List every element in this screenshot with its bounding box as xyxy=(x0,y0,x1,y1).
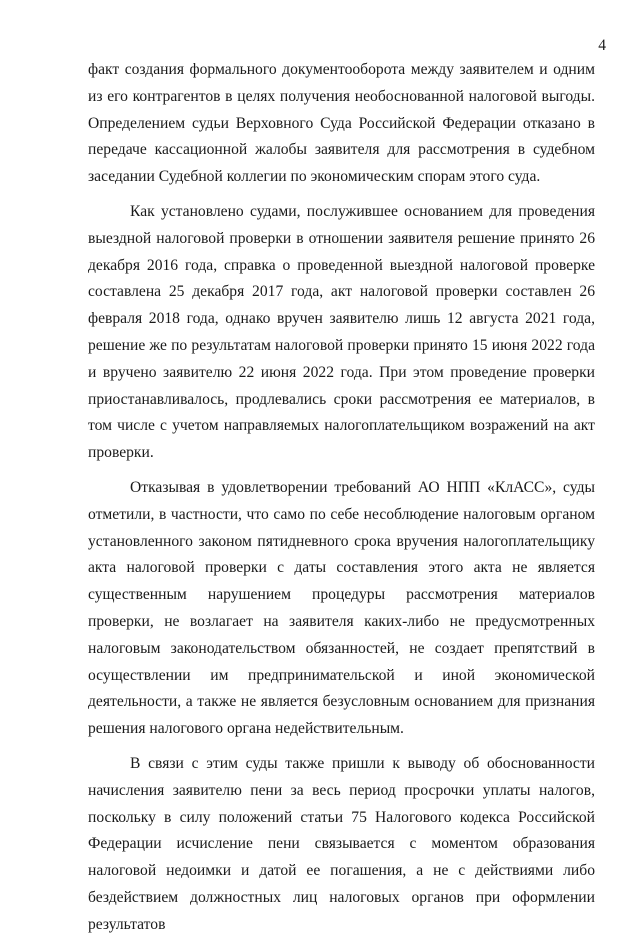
document-body xyxy=(88,57,595,947)
paragraph-penalty-conclusion: В связи с этим суды также пришли к выводу об обоснованности начисления заявителю пени за весь период просрочки уплаты налогов, поскольку в силу положений статьи 75 Налогового кодекса Российской Федерации исчисление пени связывается с моментом образования налоговой недоимки и датой ее погашения, а не с действиями либо бездействием должностных лиц налоговых органов при оформлении результатов xyxy=(88,754,595,933)
paragraph-continuation: факт создания формального документооборота между заявителем и одним из его контрагентов в целях получения необоснованной налоговой выгоды. Определением судьи Верховного Суда Российской Федерации отказано в передаче кассационной жалобы заявителя для рассмотрения в судебном заседании Судебной коллегии по экономическим спорам этого суда. xyxy=(88,61,595,186)
page-number: 4 xyxy=(598,37,606,54)
paragraph-inspection-timeline: Как установлено судами, послужившее основанием для проведения выездной налоговой проверки в отношении заявителя решение принято 26 декабря 2016 года, справка о проведенной выездной налоговой проверке составлена 25 декабря 2017 года, акт налоговой проверки составлен 26 февраля 2018 года, однако вручен заявителю лишь 12 августа 2021 года, решение же по результатам налоговой проверки принято 15 июня 2022 года и вручено заявителю 22 июня 2022 года. При этом проведение проверки приостанавливалось, продлевались сроки рассмотрения ее материалов, в том числе с учетом направляемых налогоплательщиком возражений на акт проверки. xyxy=(88,202,595,462)
paragraph-courts-refusal: Отказывая в удовлетворении требований АО НПП «КлАСС», суды отметили, в частности, что само по себе несоблюдение налоговым органом установленного законом пятидневного срока вручения налогоплательщику акта налоговой проверки с даты составления этого акта не является существенным нарушением процедуры рассмотрения материалов проверки, не возлагает на заявителя каких-либо не предусмотренных налоговым законодательством обязанностей, не создает препятствий в осуществлении им предпринимательской и иной экономической деятельности, а также не является безусловным основанием для признания решения налогового органа недействительным. xyxy=(88,478,595,738)
